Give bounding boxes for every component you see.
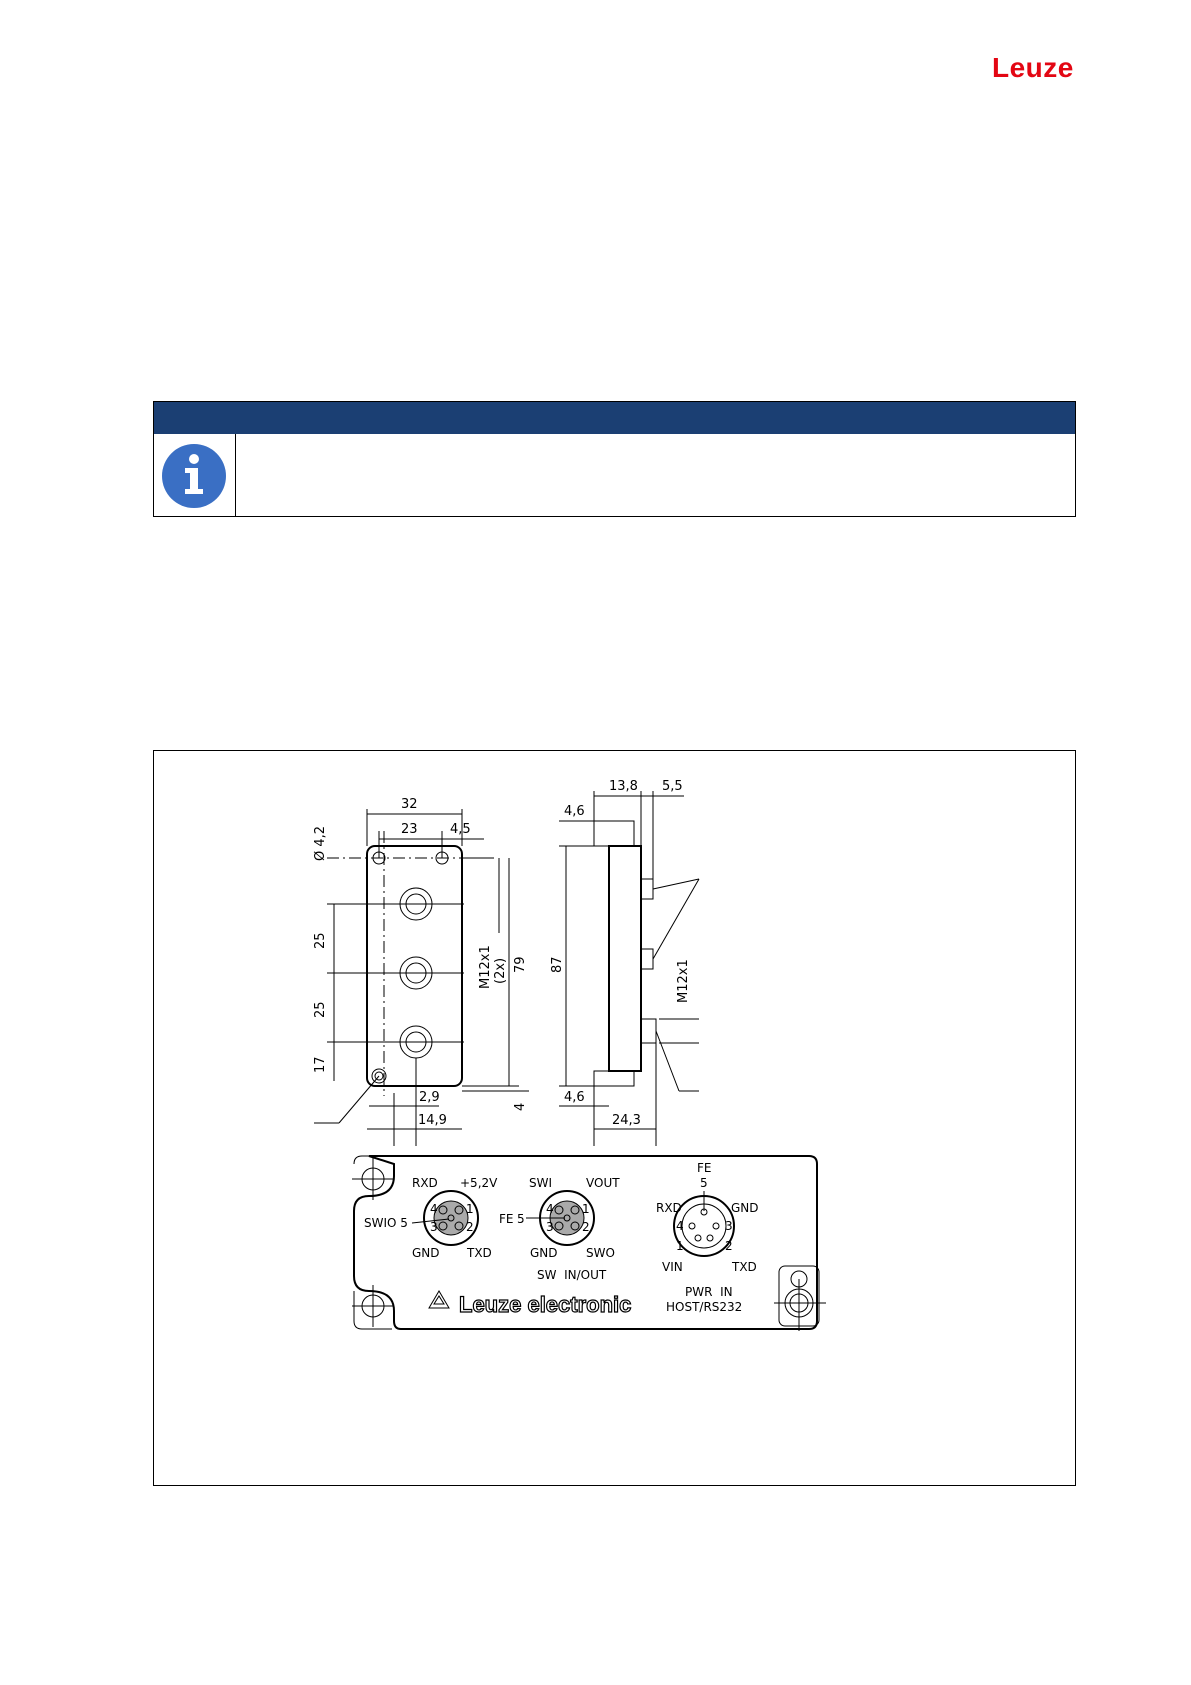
middle-n2: 2 [582,1220,590,1234]
notice-header-bar [154,402,1075,434]
notice-icon-cell [154,434,236,516]
connector-left [364,1176,498,1260]
dim-connector-depth: 5,5 [662,779,683,794]
right-n2: 2 [725,1239,733,1253]
left-pin2-label: TXD [467,1246,492,1260]
right-pin1-label: VIN [662,1260,683,1274]
front-housing-outline [367,846,462,1086]
left-pin5-label: SWIO 5 [364,1216,408,1230]
dim-height-total: 87 [550,956,565,973]
dimension-drawing [154,751,1077,1487]
front-connector-3 [327,1026,464,1058]
middle-pin1-label: VOUT [586,1176,620,1190]
right-pin3-label: GND [731,1201,759,1215]
screw-top-left [352,1158,394,1200]
right-caption-2: HOST/RS232 [666,1300,743,1314]
dim-height-inner: 79 [513,956,528,973]
left-n4: 4 [430,1202,438,1216]
dim-edge-offset: 4,5 [450,822,471,837]
connector-right [656,1161,759,1314]
dim-thread-count: (2x) [493,957,508,984]
info-notice-box [153,401,1076,517]
dim-hole-diameter: Ø 4,2 [313,825,328,861]
right-caption-1: PWR IN [685,1285,733,1299]
dim-pitch-2: 25 [313,1001,328,1018]
dim-thread: M12x1 [478,945,493,989]
dim-side-thread: M12x1 [676,959,691,1003]
dim-top-step: 4,6 [564,804,585,819]
side-view [550,779,699,1146]
right-n1: 1 [676,1239,684,1253]
middle-pin4-label: SWI [529,1176,553,1190]
right-n5: 5 [700,1176,708,1190]
dim-bottom-step-side: 4,6 [564,1090,585,1105]
right-n3: 3 [725,1219,733,1233]
left-n1: 1 [466,1202,474,1216]
leader-hole [339,1076,379,1123]
right-top-label: FE [697,1161,712,1175]
side-connector-2 [641,949,653,969]
left-n3: 3 [430,1220,438,1234]
brand-logo: Leuze [992,52,1074,83]
middle-pin5-label: FE [499,1212,514,1226]
front-view [313,797,529,1146]
dim-depth-bottom: 24,3 [612,1113,641,1128]
middle-n4: 4 [546,1202,554,1216]
middle-n1: 1 [582,1202,590,1216]
side-connector-3 [641,1019,656,1043]
dim-width-inner: 23 [401,822,418,837]
middle-pin2-label: SWO [586,1246,615,1260]
middle-pin3-label: GND [530,1246,558,1260]
dim-foot: 4 [513,1102,528,1111]
dim-connector-offset: 14,9 [418,1113,447,1128]
dimension-drawing-frame [153,750,1076,1486]
middle-caption: SW IN/OUT [537,1268,607,1282]
left-n2: 2 [466,1220,474,1234]
dim-width-total: 32 [401,797,418,812]
left-pin3-label: GND [412,1246,440,1260]
middle-n5: 5 [517,1212,525,1226]
panel-brand-logo-icon [429,1291,449,1308]
right-n4: 4 [676,1219,684,1233]
info-icon [161,443,227,509]
side-housing-outline [609,846,641,1071]
middle-n3: 3 [546,1220,554,1234]
left-pin1-label: +5,2V [460,1176,498,1190]
dim-depth-top: 13,8 [609,779,638,794]
dim-bottom-step: 2,9 [419,1090,440,1105]
left-pin4-label: RXD [412,1176,438,1190]
connector-panel [352,1156,826,1331]
side-connector-1 [641,879,653,899]
leader-side [656,1031,679,1091]
panel-brand-text: Leuze electronic [459,1292,632,1317]
front-connector-2 [327,957,464,989]
right-pin2-label: TXD [732,1260,757,1274]
dim-pitch-1: 25 [313,932,328,949]
screw-bottom-right [774,1266,826,1331]
right-pin4-label: RXD [656,1201,682,1215]
dim-bottom-offset: 17 [313,1056,328,1073]
screw-bottom-left [352,1285,394,1327]
front-connector-1 [327,888,464,920]
connector-middle [499,1176,620,1282]
